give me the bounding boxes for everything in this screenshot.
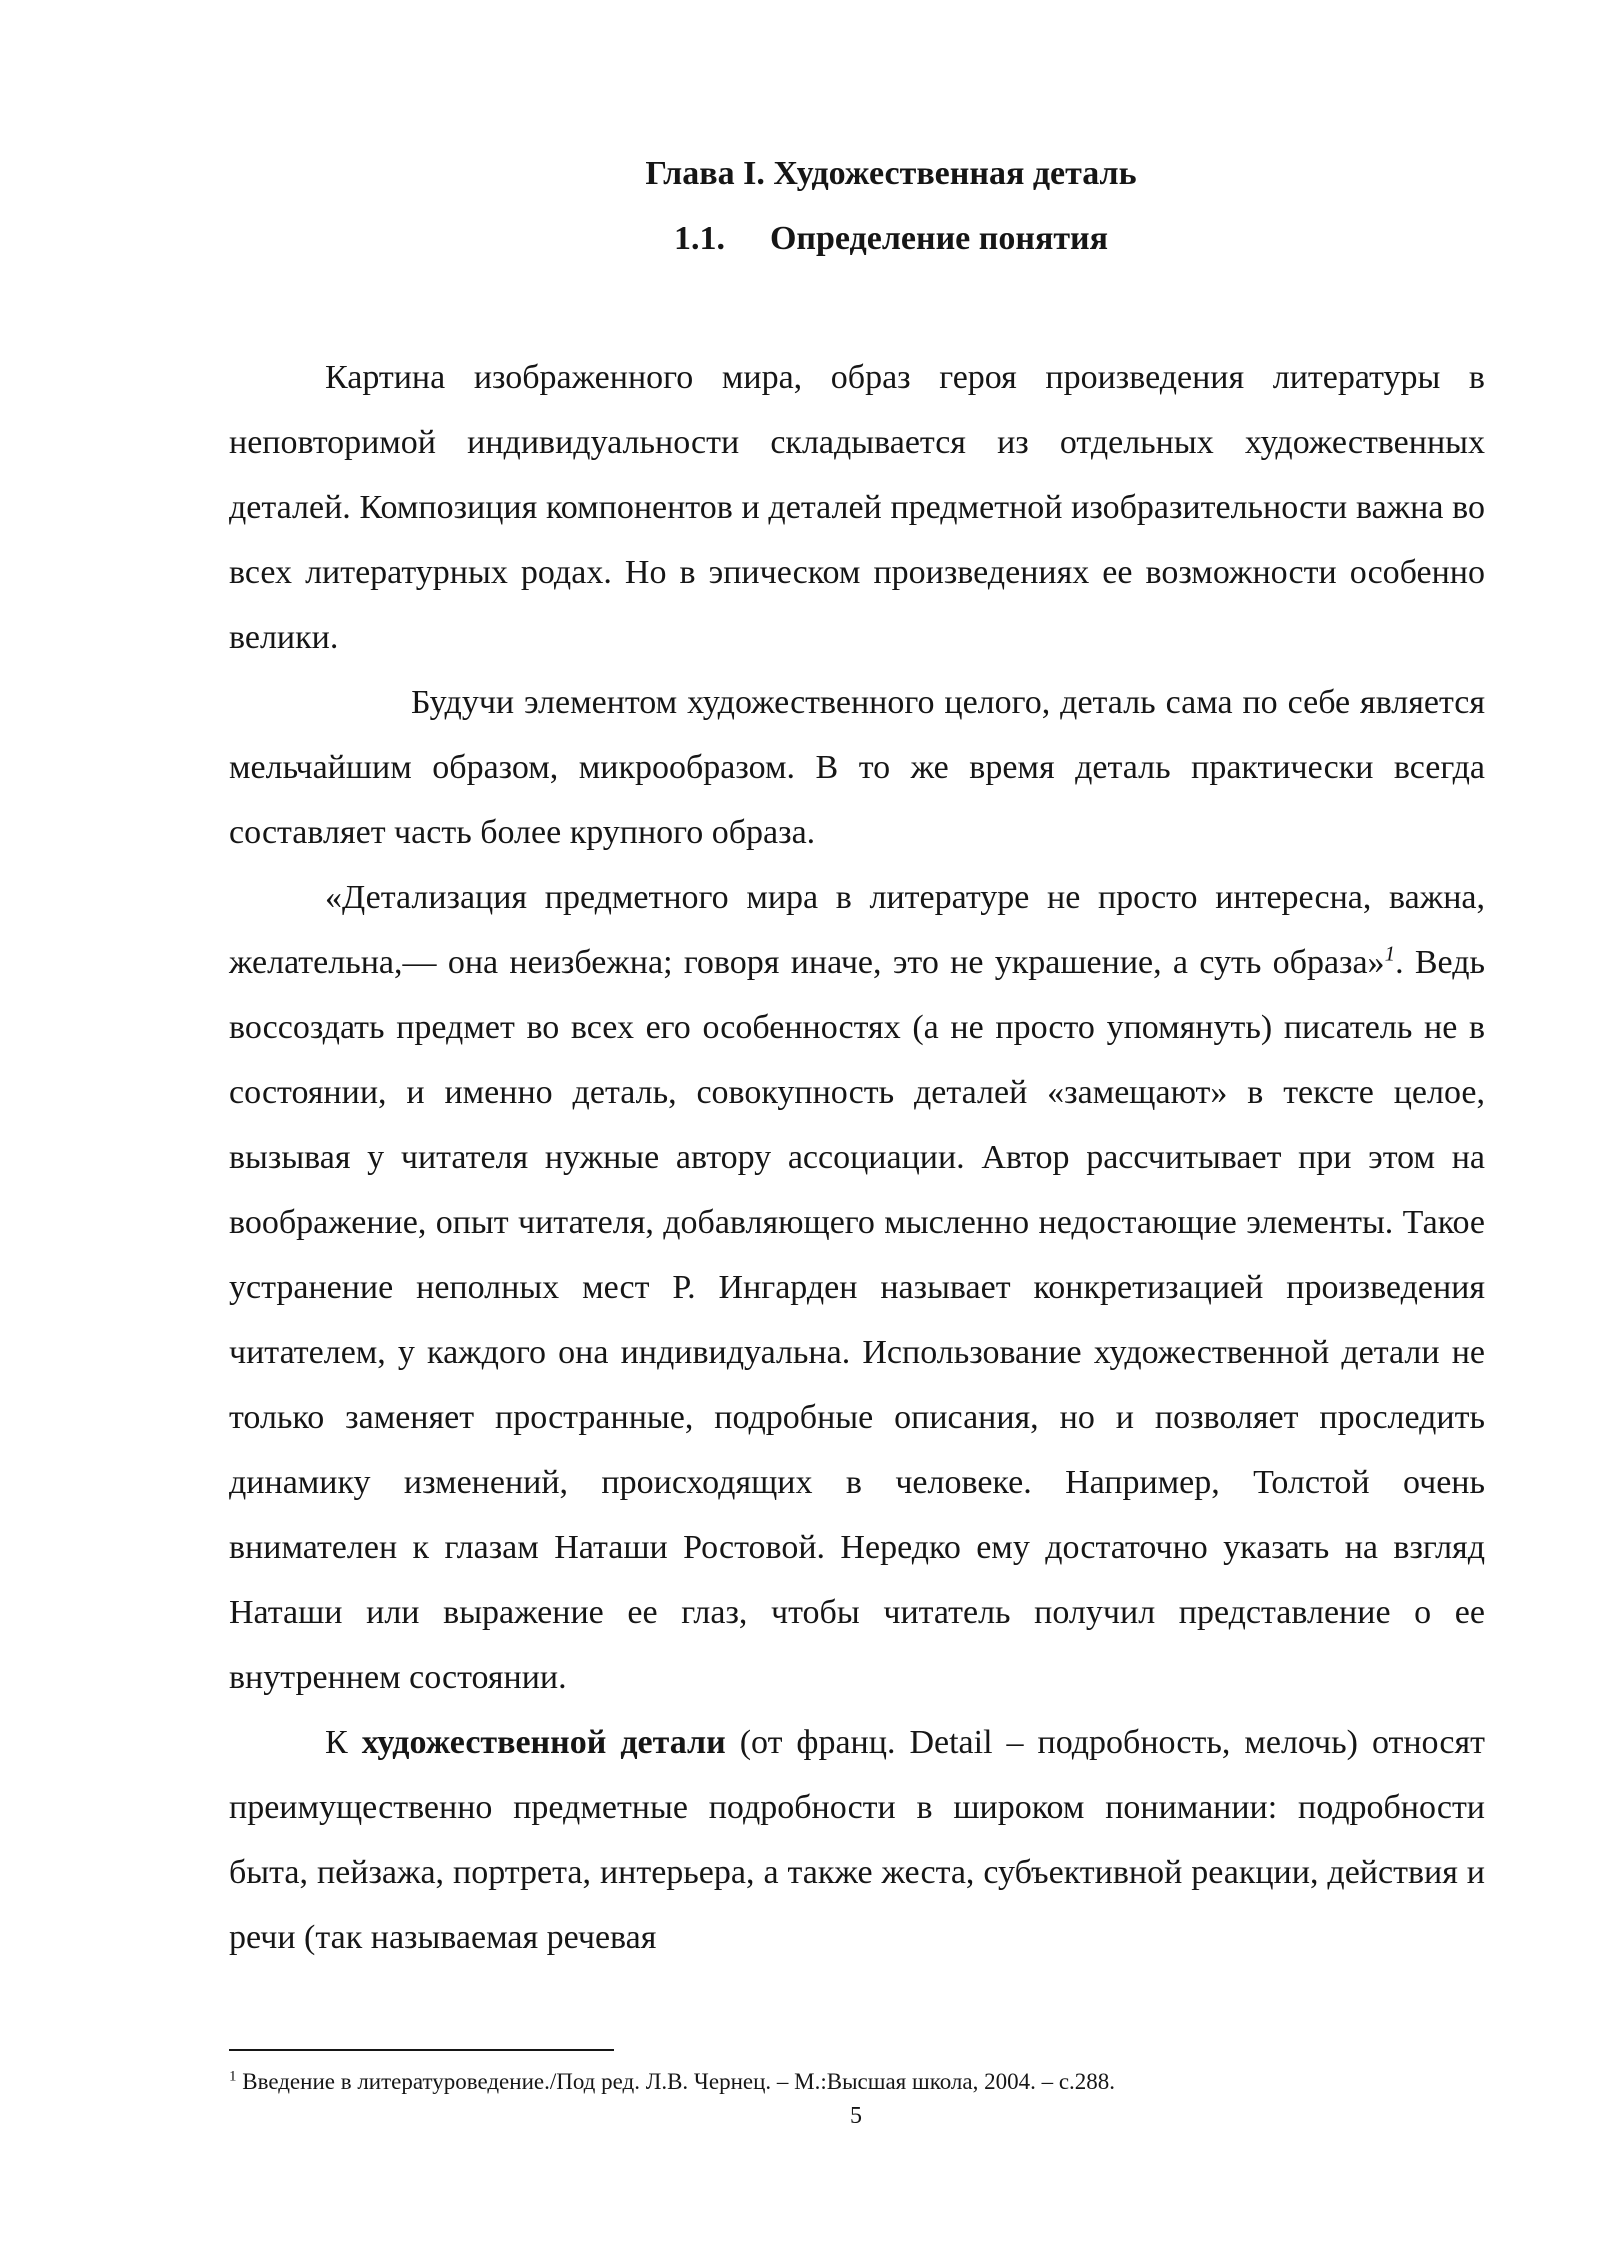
body-text [229, 345, 1485, 1970]
paragraph-1: Картина изображенного мира, образ героя произведения литературы в неповторимой индивидуальности складывается из отдельных художественных деталей. Композиция компонентов и деталей предметной изобразительности важна во всех литературных родах. Но в эпическом произведениях ее возможности особенно велики. [229, 359, 1485, 656]
term-bold: художественной детали [361, 1724, 726, 1761]
footnote-text: Введение в литературоведение./Под ред. Л.В. Чернец. – М.:Высшая школа, 2004. – с.288. [236, 2069, 1116, 2094]
section-number: 1.1. [673, 220, 725, 257]
footnote [229, 2068, 1485, 2096]
paragraph-3-continuation: . Ведь воссоздать предмет во всех его особенностях (а не просто упомянуть) писатель не в состоянии, и именно деталь, совокупность деталей «замещают» в тексте целое, вызывая у читателя нужные автору ассоциации. Автор рассчитывает при этом на воображение, опыт читателя, добавляющего мысленно недостающие элементы. Такое устранение неполных мест Р. Ингарден называет конкретизацией произведения читателем, у каждого она индивидуальна. Использование художественной детали не только заменяет пространные, подробные описания, но и позволяет проследить динамику изменений, происходящих в человеке. Например, Толстой очень внимателен к глазам Наташи Ростовой. Нередко ему достаточно указать на взгляд Наташи или выражение ее глаз, чтобы читатель получил представление о ее внутреннем состоянии. [229, 944, 1486, 1696]
paragraph-4 [229, 1710, 1485, 1970]
paragraph-4-lead: К [325, 1724, 362, 1761]
paragraph-4-continuation: (от франц. Detail – подробность, мелочь) относят преимущественно предметные подробности в широком понимании: подробности быта, пейзажа, портрета, интерьера, а также жеста, субъективной реакции, действия и речи (так называемая речевая [229, 1724, 1485, 1956]
chapter-title: Глава I. Художественная деталь [645, 155, 1137, 192]
page-number: 5 [850, 2103, 862, 2129]
section-heading [0, 219, 1600, 259]
footnote-reference[interactable]: 1 [1384, 941, 1396, 966]
footnote-number: 1 [229, 2068, 237, 2085]
paragraph-3 [229, 865, 1485, 1710]
quote-text: «Детализация предметного мира в литературе не просто интересна, важна, желательна,— она неизбежна; говоря иначе, это не украшение, а суть образа» [229, 879, 1485, 981]
paragraph-2: Будучи элементом художественного целого, деталь сама по себе является мельчайшим образом, микрообразом. В то же время деталь практически всегда составляет часть более крупного образа. [229, 684, 1485, 851]
section-title: Определение понятия [769, 220, 1109, 257]
footnote-separator [229, 2049, 614, 2051]
